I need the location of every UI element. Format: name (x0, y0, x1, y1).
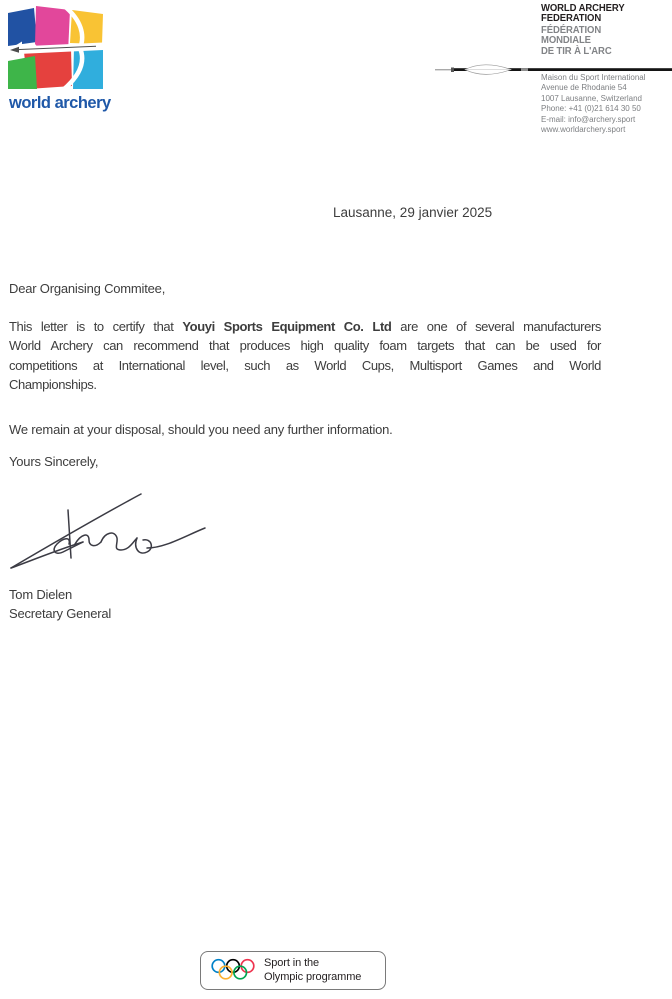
signature-icon (5, 486, 215, 572)
address-block (541, 73, 646, 135)
body-paragraph (9, 317, 601, 394)
body-line: World Archery can recommend that produces high quality foam targets that can be used for (9, 338, 601, 354)
olympic-programme-badge (200, 951, 386, 990)
address-line: E-mail: info@archery.sport (541, 114, 636, 124)
org-name-fr-line: DE TIR À L'ARC (541, 45, 612, 57)
salutation: Dear Organising Commitee, (9, 281, 166, 296)
address-line: Avenue de Rhodanie 54 (541, 83, 627, 93)
website-line: www.worldarchery.sport (541, 125, 626, 135)
closing-paragraph: We remain at your disposal, should you need any further information. (9, 422, 393, 437)
signoff: Yours Sincerely, (9, 454, 99, 469)
company-name: Youyi Sports Equipment Co. Ltd (182, 319, 392, 334)
address-line: Phone: +41 (0)21 614 30 50 (541, 104, 641, 114)
badge-text (264, 957, 361, 984)
body-line: Championships. (9, 376, 97, 392)
address-line: 1007 Lausanne, Switzerland (541, 93, 642, 103)
world-archery-logo-icon (8, 6, 103, 89)
signer-block (9, 585, 111, 623)
body-line: competitions at International level, such as World Cups, Multisport Games and World (9, 357, 601, 373)
address-line: Maison du Sport International (541, 73, 646, 82)
org-name-line: WORLD ARCHERY (541, 3, 625, 14)
badge-text-line: Sport in the (264, 957, 320, 969)
org-name-block (541, 4, 625, 57)
logo-wordmark: world archery (9, 94, 111, 112)
signer-name: Tom Dielen (9, 587, 73, 602)
signer-title: Secretary General (9, 606, 112, 621)
body-line (9, 317, 601, 336)
org-name-fr-line: FÉDÉRATION (541, 24, 602, 36)
body-text: This letter is to certify that (9, 319, 183, 334)
olympic-rings-icon (210, 957, 256, 985)
badge-text-line: Olympic programme (264, 970, 362, 983)
body-text: are one of several manufacturers (391, 319, 601, 334)
org-name-fr-line: MONDIALE (541, 35, 591, 47)
dateline: Lausanne, 29 janvier 2025 (333, 205, 493, 220)
org-name-line: FEDERATION (541, 13, 602, 25)
